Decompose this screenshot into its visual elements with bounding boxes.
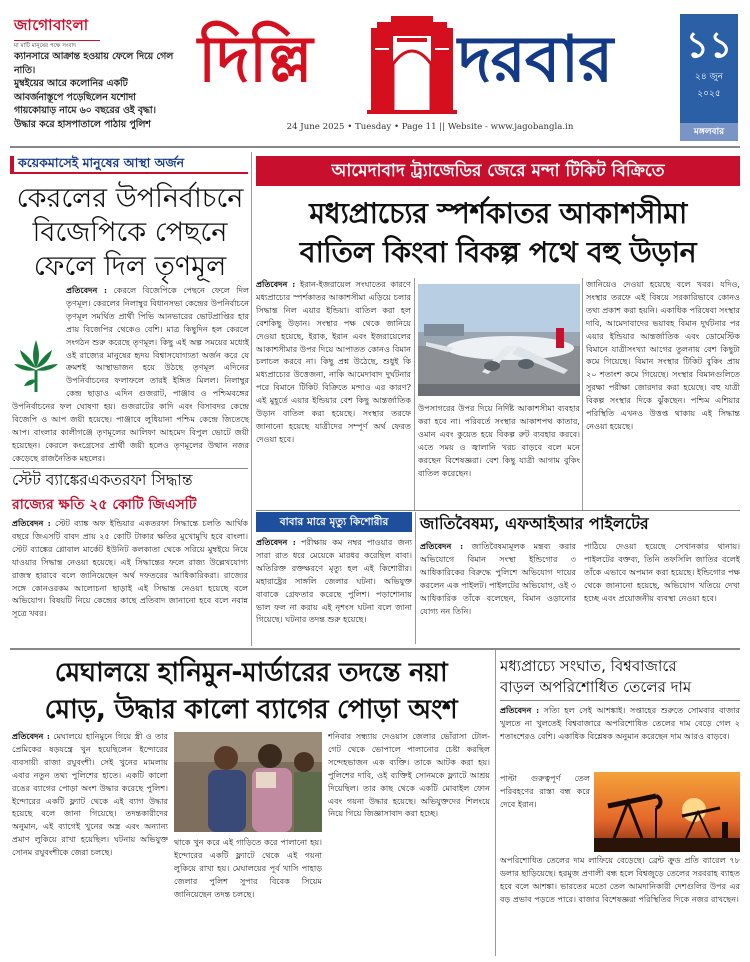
- girl-headline: বাবার মারে মৃত্যু কিশোরীর: [256, 512, 412, 532]
- byline: প্রতিবেদন :: [12, 731, 50, 741]
- section-divider: [10, 648, 740, 650]
- headline-line: কেরলের উপনির্বাচনে: [16, 183, 244, 214]
- headline-line: বিজেপিকে পেছনে: [32, 217, 228, 248]
- title-word-delhi: দিল্লি: [198, 22, 312, 97]
- dateline: 24 June 2025 • Tuesday • Page 11 || Website - www.jagobangla.in: [286, 122, 574, 132]
- brief-line: উদ্ধার করে হাসপাতালে পাঠায় পুলিশ: [14, 118, 151, 130]
- column-divider: [251, 152, 252, 646]
- header-divider: [10, 146, 740, 148]
- caste-col-2: পাঠিয়ে দেওয়া হয়েছে সেখানকার থানায়। পাইলটের বক্তব্য, তিনি তফসিলি জাতির বলেই তাঁকে এভাবে অপমান করা হয়েছে। ইন্ডিগোর পক্ষ থেকে জানানো হয়েছে, অভিযোগ খতিয়ে দেখা হচ্ছে এবং প্রয়োজনীয় ব্যবস্থা নেওয়া হবে।: [584, 541, 740, 603]
- article-text: ইরান-ইজরায়েল সংঘাতের কারণে মধ্যপ্রাচ্যের স্পর্শকাতর আকাশসীমা এড়িয়ে চলার সিদ্ধান্ত নিল এয়ার ইন্ডিয়া। বাতিল করা হল বেশকিছু উড়ান। সংস্থার পক্ষ থেকে জানিয়ে দেওয়া হয়েছে, ইরাক, ইরান এবং ইজরায়েলের আকাশসীমার উপর দিয়ে আপাতত কোনও বিমান চলাচল করবে না। কিছু প্রশ্ন উঠেছে, শুধুই কি মধ্যপ্রাচ্যের উত্তেজনা, নাকি আমেদাবাদ দুর্ঘটনার পরে বিমানে টিকিট বিক্রিতে মন্দাও এর কারণ? এই মুহূর্তে এয়ার ইন্ডিয়ার বেশ কিছু আন্তর্জাতিক উড়ান বাতিল করা হয়েছে। সংস্থার তরফে জানানো হয়েছে যাত্রীদের সম্পূর্ণ অর্থ ফেরত দেওয়া হবে।: [256, 279, 411, 444]
- column-divider: [582, 278, 583, 510]
- article-text: স্টেট ব্যাঙ্ক অফ ইন্ডিয়ার একতরফা সিদ্ধান্তে চলতি আর্থিক বছরে জিএসটি বাবদ প্রায় ২৫ কোটি টাকার ক্ষতির মুখোমুখি হবে বাংলা। স্টেট ব্যাঙ্কের গ্লোবাল মার্কেট ইউনিট কলকাতা থেকে সরিয়ে মুম্বইয়ে নিয়ে যাওয়ার সিদ্ধান্ত নেওয়া হয়েছে। এই সিদ্ধান্তের ফলে রাজ্য উল্লেখযোগ্য রাজস্ব হারাবে বলে জানিয়েছেন অর্থ দফতরের আধিকারিকরা। রাজ্যের সঙ্গে কোনওরকম আলোচনা ছাড়াই এই সিদ্ধান্ত নেওয়া হয়েছে বলে অভিযোগ। বিষয়টি নিয়ে কেন্দ্রের কাছে প্রতিবাদ জানানো হবে বলে নবান্ন সূত্রে খবর।: [12, 518, 248, 619]
- brief-line: মুম্বইয়ের আরে কলোনির একটি: [14, 78, 128, 90]
- caste-headline: জাতিবৈষম্য, এফআইআর পাইলটের: [420, 514, 649, 533]
- gst-headline: স্টেট ব্যাঙ্কেরএকতরফা সিদ্ধান্ত: [12, 471, 193, 489]
- main-col-3: জানিয়েও দেওয়া হয়েছে বলে খবর। যদিও, সংস্থার তরফে এই বিষয়ে সরকারিভাবে কোনও তথ্য প্রকাশ করা হয়নি। একাধিক পরিষেবা সংস্থার দাবি, আমেদাবাদের ভয়াবহ বিমান দুর্ঘটনার পর এয়ার ইন্ডিয়ার আন্তর্জাতিক এবং ডোমেস্টিক বিমানে যাত্রীসংখ্যা আগের তুলনায় বেশ কিছুটা কমে গিয়েছে। বিমান সংস্থার টিকিট বুকিং প্রায় ২০ শতাংশ কমে গিয়েছে। সংস্থার বিমানগুলিতে সুরক্ষা পরীক্ষা জোরদার করা হয়েছে। বহু যাত্রী বিকল্প সংস্থার দিকে ঝুঁকছেন। পশ্চিম এশিয়ার পরিস্থিতি এখনও উত্তপ্ত থাকায় এই সিদ্ধান্ত নেওয়া হয়েছে।: [586, 279, 740, 431]
- tmc-flower-logo-icon: [12, 334, 60, 394]
- section-divider: [10, 468, 248, 469]
- gst-subheadline: রাজ্যের ক্ষতি ২৫ কোটি জিএসটি: [12, 497, 197, 513]
- police-escort-image: [174, 732, 322, 832]
- brief-line: ক্যানসারে আক্রান্ত হওয়ায় ফেলে দিয়ে গেল নাতি।: [14, 51, 174, 76]
- title-word-darbar: দরবার: [458, 22, 613, 97]
- news-brief: [14, 50, 194, 132]
- oil-body-left: পাল্টা গুরুত্বপূর্ণ তেল পরিবহণের রাস্তা বন্ধ করে দেবে ইরান।: [500, 773, 590, 809]
- main-col-2: উপসাগরের উপর দিয়ে নির্দিষ্ট আকাশসীমা ব্যবহার করা হবে না। পরিবর্তে সংস্থার আকাশপথ কাতার, ওমান এবং কুয়েত হয়ে বিকল্প রুট ব্যবহার করবে। এতে সময় ও জ্বালানি খরচ বাড়বে বলে মনে করছেন বিশেষজ্ঞরা। বেশ কিছু যাত্রী আগাম বুকিং বাতিল করেছেন।: [418, 403, 580, 478]
- main-banner: আমেদাবাদ ট্র্যাজেডির জেরে মন্দা টিকিট বিক্রিতে: [256, 156, 740, 186]
- section-divider: [500, 700, 740, 701]
- column-divider: [414, 278, 415, 510]
- page-number-box: [680, 14, 738, 141]
- page-title: [195, 10, 665, 115]
- oil-body-top: [500, 704, 740, 770]
- meghalaya-col-2: থাকে খুন করে এই গাড়িতে করে পালানো হয়। ইন্দোরের একটি ফ্ল্যাটে থেকে এই গয়না লুকিয়ে রাখা হয়। মেঘালয়ের পূর্ব খাসি পাহাড় জেলার পুলিশ সুপার বিবেক সিয়েম জানিয়েছেন তদন্ত চলছে।: [174, 837, 322, 899]
- caste-col-1: [420, 540, 576, 644]
- column-divider: [415, 512, 416, 644]
- article-text: কেরলে বিজেপিকে পেছনে ফেলে দিল তৃণমূল। কেরলের নিলাম্বুর বিধানসভা কেন্দ্রের উপনির্বাচনে তৃণমূল সমর্থিত প্রার্থী পিভি আনভারের ভোটপ্রাপ্তির হার প্রায় বিজেপির থেকেও বেশি। মাত্র কিছুদিন হল কেরলে সংগঠন শুরু করেছে তৃণমূল। কিছু এই অল্প সময়ের মধ্যেই ওই রাজ্যের মানুষের হৃদয় বিশ্বাসযোগ্যতা অর্জন করে যে ক্রমশই আস্থাভাজন হয়ে উঠছে তৃণমূল এদিনের উপনির্বাচনের ফলাফলে তারই ইঙ্গিত মিলল। নিলাম্বুর কেন্দ্র ছাড়াও এদিন গুজরাট, পাঞ্জাব ও পশ্চিমবঙ্গের উপনির্বাচনের ফল ঘোষণা হয়। গুজরাটের কাদি এবং বিসাবদর কেন্দ্রে বিজেপি ও আপ জয়ী হয়েছে। পাঞ্জাবে লুধিয়ানা পশ্চিম কেন্দ্রে জিতেছে আপ। বাংলার কালীগঞ্জে তৃণমূলের আলিফা আহমেদ বিপুল ভোটে জয়ী হয়েছেন। কেরলে কংগ্রেসের প্রার্থী জয়ী হলেও তৃণমূলের উত্থান নজর কেড়েছে রাজনৈতিক মহলের।: [12, 285, 249, 463]
- meghalaya-col-3: শনিবার সন্ধ্যায় দেওয়াস জেলার ভোঁরাসা টোল-গেট থেকে ভোপালে পালানোর চেষ্টা করছিল সন্দেহভাজন এক ব্যক্তি। তাকে আটক করা হয়। পুলিশের দাবি, ওই ব্যক্তিই সোনমকে ফ্ল্যাটে আশ্রয় দিয়েছিল। তার কাছ থেকে একটি মোবাইল ফোন এবং গয়না উদ্ধার হয়েছে। অভিযুক্তদের শিলংয়ে নিয়ে গিয়ে জিজ্ঞাসাবাদ করা হচ্ছে।: [328, 731, 490, 819]
- brief-line: আবর্জনাস্তূপে পড়েছিলেন যশোদা: [14, 91, 136, 103]
- byline: প্রতিবেদন :: [256, 537, 296, 547]
- masthead: [0, 0, 750, 146]
- oil-rig-photo: [594, 772, 740, 852]
- byline: প্রতিবেদন :: [12, 518, 51, 528]
- headline-line: মোড়, উদ্ধার কালো ব্যাগের পোড়া অংশ: [44, 694, 458, 725]
- article-text: সত্যি হল সেই আশঙ্কাই। সপ্তাহের শুরুতে সোমবার বাজার খুলতে না খুলতেই বিশ্ববাজারে অপরিশোধিত তেলের দাম বেড়ে গেল ২ শতাংশেরও বেশি। একাধিক বিশ্লেষক অনুমান করেছেন দাম আরও বাড়বে।: [500, 705, 740, 741]
- article-text: মেঘালয়ে হানিমুনে গিয়ে স্ত্রী ও তার প্রেমিকের ষড়যন্ত্রে খুন হয়েছিলেন ইন্দোরের ব্যবসায়ী রাজা রঘুবংশী। সেই খুনের মামলায় এবার নতুন তথ্য পুলিশের হাতে। একটি কালো রঙের ব্যাগের পোড়া অংশ উদ্ধার করেছে পুলিশ। ইন্দোরের একটি ফ্ল্যাট থেকে এই ব্যাগ উদ্ধার হয়েছে বলে জানা গিয়েছে। তদন্তকারীদের অনুমান, এই ব্যাগেই খুনের অস্ত্র এবং অন্যান্য প্রমাণ লুকিয়ে রাখা হয়েছিল। ঘটনায় অভিযুক্ত সোনম রঘুবংশীকে জেরা চলছে।: [12, 731, 168, 858]
- brand-tagline: মা মাটি মানুষের পক্ষে সংবাদ: [14, 40, 100, 51]
- oil-headline: [500, 656, 740, 698]
- kicker-bar: [10, 156, 14, 172]
- police-photo: [174, 732, 322, 832]
- issue-date: ২৪ জুন: [695, 72, 723, 82]
- byline: প্রতিবেদন :: [500, 705, 540, 715]
- headline-line: মধ্যপ্রাচ্যে সংঘাত, বিশ্ববাজারে: [500, 657, 677, 675]
- article-text: জাতিবৈষম্যমূলক মন্তব্য করার অভিযোগে বিমান সংস্থা ইন্ডিগোর ৩ আধিকারিকের বিরুদ্ধে পুলিশে অভিযোগ দায়ের করলেন এক পাইলট। পাইলটের অভিযোগ, ওই ৩ আধিকারিক তাঁকে বলেছেন, বিমান ওড়ানোর যোগ্য নন তিনি।: [420, 541, 576, 616]
- meghalaya-col-1: [12, 730, 168, 956]
- brief-line: গায়কোয়াড় নামে ৬০ বছরের ওই বৃদ্ধা।: [14, 105, 156, 117]
- headline-line: বাড়ল অপরিশোধিত তেলের দাম: [500, 678, 692, 696]
- byline: প্রতিবেদন :: [66, 285, 107, 295]
- india-gate-icon: [365, 14, 459, 114]
- column-divider: [495, 650, 496, 956]
- main-col-1: [256, 278, 411, 510]
- oil-body-bottom: অপরিশোধিত তেলের দাম লাফিয়ে বেড়েছে। ব্রেন্ট ক্রুড প্রতি ব্যারেল ৭৮ ডলার ছাড়িয়েছে। হরমুজ প্রণালী বন্ধ হলে বিশ্বজুড়ে তেলের সরবরাহ ব্যাহত হবে বলে আশঙ্কা। ভারতের মতো তেল আমদানিকারী দেশগুলির উপর এর বড় প্রভাব পড়তে পারে। বাজার বিশেষজ্ঞরা পরিস্থিতির দিকে নজর রাখছেন।: [500, 855, 740, 904]
- gst-body: [12, 517, 248, 641]
- headline-line: বাতিল কিংবা বিকল্প পথে বহু উড়ান: [299, 236, 697, 269]
- airplane-image: [418, 284, 580, 396]
- kerala-headline: [12, 182, 248, 284]
- headline-line: মধ্যপ্রাচ্যের স্পর্শকাতর আকাশসীমা: [309, 197, 687, 230]
- kerala-body: [12, 284, 249, 468]
- issue-year: ২০২৫: [697, 89, 721, 99]
- article-text: পরীক্ষায় কম নম্বর পাওয়ার জন্য সারা রাত ধরে মেয়েকে মারধর করেছিল বাবা। অতিরিক্ত রক্তক্ষরণে মৃত্যু হল এই কিশোরীর। মহারাষ্ট্রের সাঙ্গলি জেলার ঘটনা। অভিযুক্ত বাবাকে গ্রেফতার করেছে পুলিশ। পড়াশোনায় ভাল ফল না করায় এই নৃশংস ঘটনা বলে জানা গিয়েছে। ঘটনার তদন্ত শুরু হয়েছে।: [256, 537, 412, 625]
- byline: প্রতিবেদন :: [256, 279, 296, 289]
- airport-photo: [418, 284, 580, 396]
- section-divider: [256, 510, 740, 511]
- headline-line: মেঘালয়ে হানিমুন-মার্ডারের তদন্তে নয়া: [54, 657, 448, 688]
- girl-body: [256, 536, 412, 644]
- byline: প্রতিবেদন :: [420, 541, 464, 551]
- meghalaya-headline: [12, 654, 490, 728]
- page-number: ১১: [685, 24, 733, 66]
- oil-pumpjack-image: [594, 772, 740, 852]
- kicker-text: কয়েকমাসেই মানুষের আস্থা অর্জন: [18, 155, 185, 170]
- main-headline: [256, 194, 740, 272]
- brand-block: [14, 14, 194, 51]
- issue-day: মঙ্গলবার: [680, 123, 738, 141]
- headline-line: ফেলে দিল তৃণমূল: [33, 251, 227, 282]
- brand-logo: জাগোবাংলা: [14, 16, 89, 34]
- kicker: [10, 152, 248, 174]
